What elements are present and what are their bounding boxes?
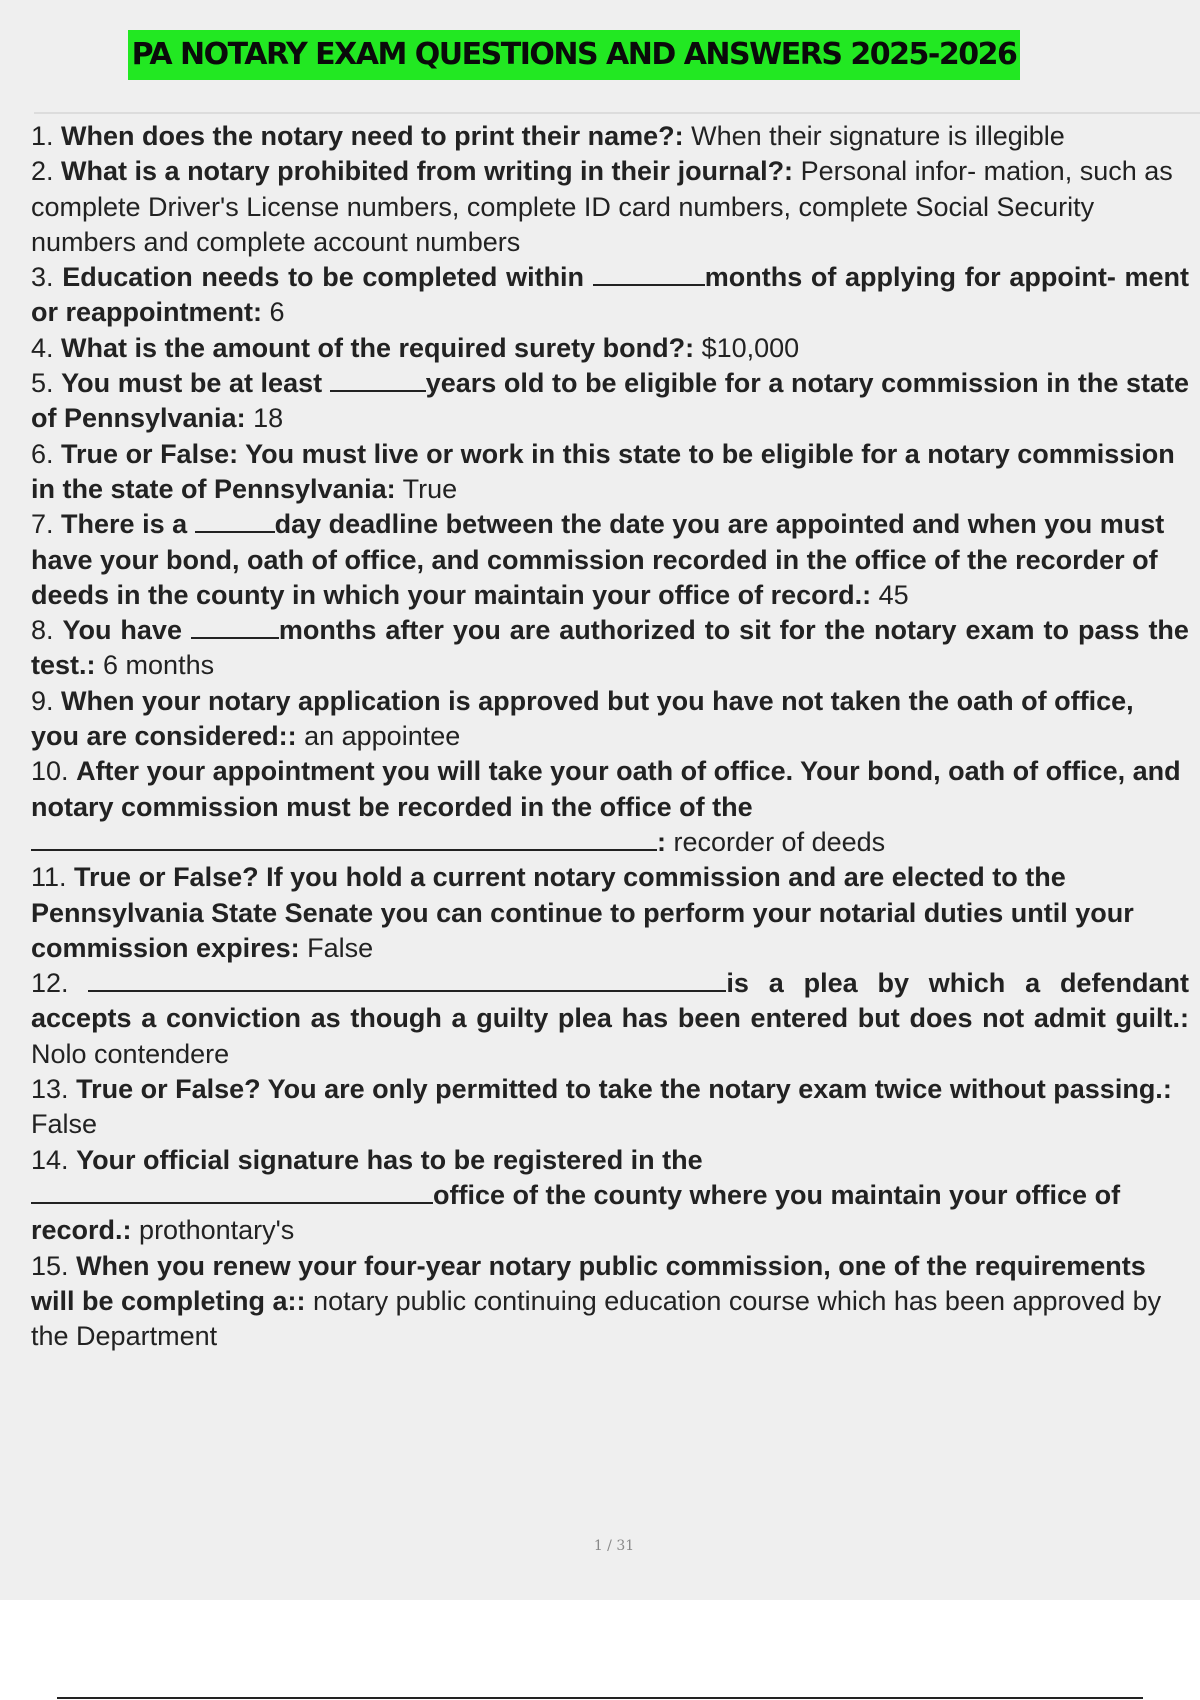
question-number: 3. — [31, 262, 54, 293]
question-text-continued: is a plea by which a defendant accepts a conviction as though a guilty plea has been entered but does not admit guilt.: — [31, 968, 1189, 1034]
fill-in-blank — [195, 509, 275, 533]
question-text: True or False? You are only permitted to take the notary exam twice without passing.: — [76, 1074, 1172, 1105]
fill-in-blank — [31, 827, 657, 851]
question-text-continued: months after you are authorized to sit for the notary exam to pass the test.: — [31, 615, 1189, 681]
question-text: True or False? If you hold a current notary commission and are elected to the Pennsylvania State Senate you can continue to perform your notarial duties until your commission expires: — [31, 862, 1134, 963]
question-number: 14. — [31, 1144, 69, 1175]
question-number: 7. — [31, 509, 54, 540]
bottom-divider — [57, 1697, 1143, 1699]
answer-text: True — [402, 473, 458, 504]
qa-item — [31, 684, 1189, 755]
question-text: After your appointment you will take your oath of office. Your bond, oath of office, and notary commission must be recorded in the office of the — [31, 756, 1181, 822]
question-text-continued: months of applying for appoint- ment or reappointment: — [31, 262, 1189, 328]
question-number: 1. — [31, 121, 54, 151]
qa-item — [31, 119, 1189, 154]
page-title: PA NOTARY EXAM QUESTIONS AND ANSWERS 2025-2026 — [128, 30, 1021, 80]
qa-item — [31, 613, 1189, 684]
answer-text: Nolo contendere — [31, 1038, 230, 1069]
qa-item — [31, 754, 1189, 860]
answer-text: $10,000 — [701, 332, 800, 363]
qa-item — [31, 437, 1189, 508]
answer-text: 45 — [878, 579, 909, 610]
fill-in-blank — [191, 615, 279, 639]
question-text: When you renew your four-year notary public commission, one of the requirements will be completing a:: — [31, 1250, 1146, 1316]
question-number: 10. — [31, 756, 69, 787]
question-text: Education needs to be completed within — [62, 262, 585, 293]
question-text: True or False: You must live or work in this state to be eligible for a notary commission in the state of Pennsylvania: — [31, 438, 1175, 504]
qa-item — [31, 331, 1189, 366]
question-number: 4. — [31, 332, 54, 363]
answer-text: prothontary's — [139, 1215, 295, 1246]
qa-item — [31, 1143, 1189, 1249]
question-number: 11. — [31, 862, 67, 893]
header-divider — [34, 112, 1200, 114]
question-number: 8. — [31, 615, 54, 646]
question-number: 6. — [31, 438, 54, 469]
qa-item — [31, 966, 1189, 1072]
answer-text: False — [31, 1109, 98, 1140]
question-number: 15. — [31, 1250, 69, 1281]
answer-text: notary public continuing education course which has been approved by the Department — [31, 1285, 1162, 1352]
answer-text: 18 — [253, 403, 284, 434]
question-text: Your official signature has to be registered in the — [76, 1144, 703, 1175]
question-text: You must be at least — [61, 368, 323, 399]
question-text-continued: day deadline between the date you are appointed and when you must have your bond, oath of office, and commission recorded in the office of the recorder of deeds in the county in which your maintain your office of record.: — [31, 509, 1165, 610]
answer-text: Personal infor- mation, such as complete Driver's License numbers, complete ID card numbers, complete Social Security numbers and complete account numbers — [31, 156, 1173, 257]
question-text-continued: : — [657, 826, 666, 857]
title-wrap — [0, 30, 1148, 80]
question-text: There is a — [61, 509, 188, 540]
qa-item — [31, 366, 1189, 437]
qa-item — [31, 1072, 1189, 1143]
answer-text: an appointee — [304, 721, 461, 752]
fill-in-blank — [593, 262, 705, 286]
answer-text: 6 months — [103, 650, 215, 681]
fill-in-blank — [31, 1180, 433, 1204]
question-number: 13. — [31, 1074, 69, 1105]
question-text: What is the amount of the required surety bond?: — [61, 332, 695, 363]
answer-text: False — [307, 932, 374, 963]
question-text-continued: office of the county where you maintain your office of record.: — [31, 1179, 1121, 1246]
question-text-continued: years old to be eligible for a notary commission in the state of Pennsylvania: — [31, 368, 1189, 434]
question-number: 9. — [31, 685, 54, 716]
qa-item — [31, 154, 1189, 260]
question-number: 12. — [31, 968, 69, 999]
qa-item — [31, 860, 1189, 966]
answer-text: recorder of deeds — [673, 826, 886, 857]
qa-item — [31, 507, 1189, 613]
answer-text: 6 — [269, 297, 285, 328]
fill-in-blank — [330, 368, 426, 392]
answer-text: When their signature is illegible — [691, 121, 1065, 151]
qa-item — [31, 260, 1189, 331]
question-text: When your notary application is approved but you have not taken the oath of office, you are considered:: — [31, 685, 1134, 752]
qa-list — [31, 119, 1189, 1354]
question-number: 2. — [31, 156, 54, 187]
page-number: 1 / 31 — [593, 1538, 635, 1554]
question-number: 5. — [31, 368, 54, 399]
question-text: You have — [62, 615, 182, 646]
question-text: When does the notary need to print their name?: — [61, 121, 684, 151]
fill-in-blank — [88, 968, 726, 992]
qa-item — [31, 1249, 1189, 1355]
question-text: What is a notary prohibited from writing in their journal?: — [61, 156, 794, 187]
